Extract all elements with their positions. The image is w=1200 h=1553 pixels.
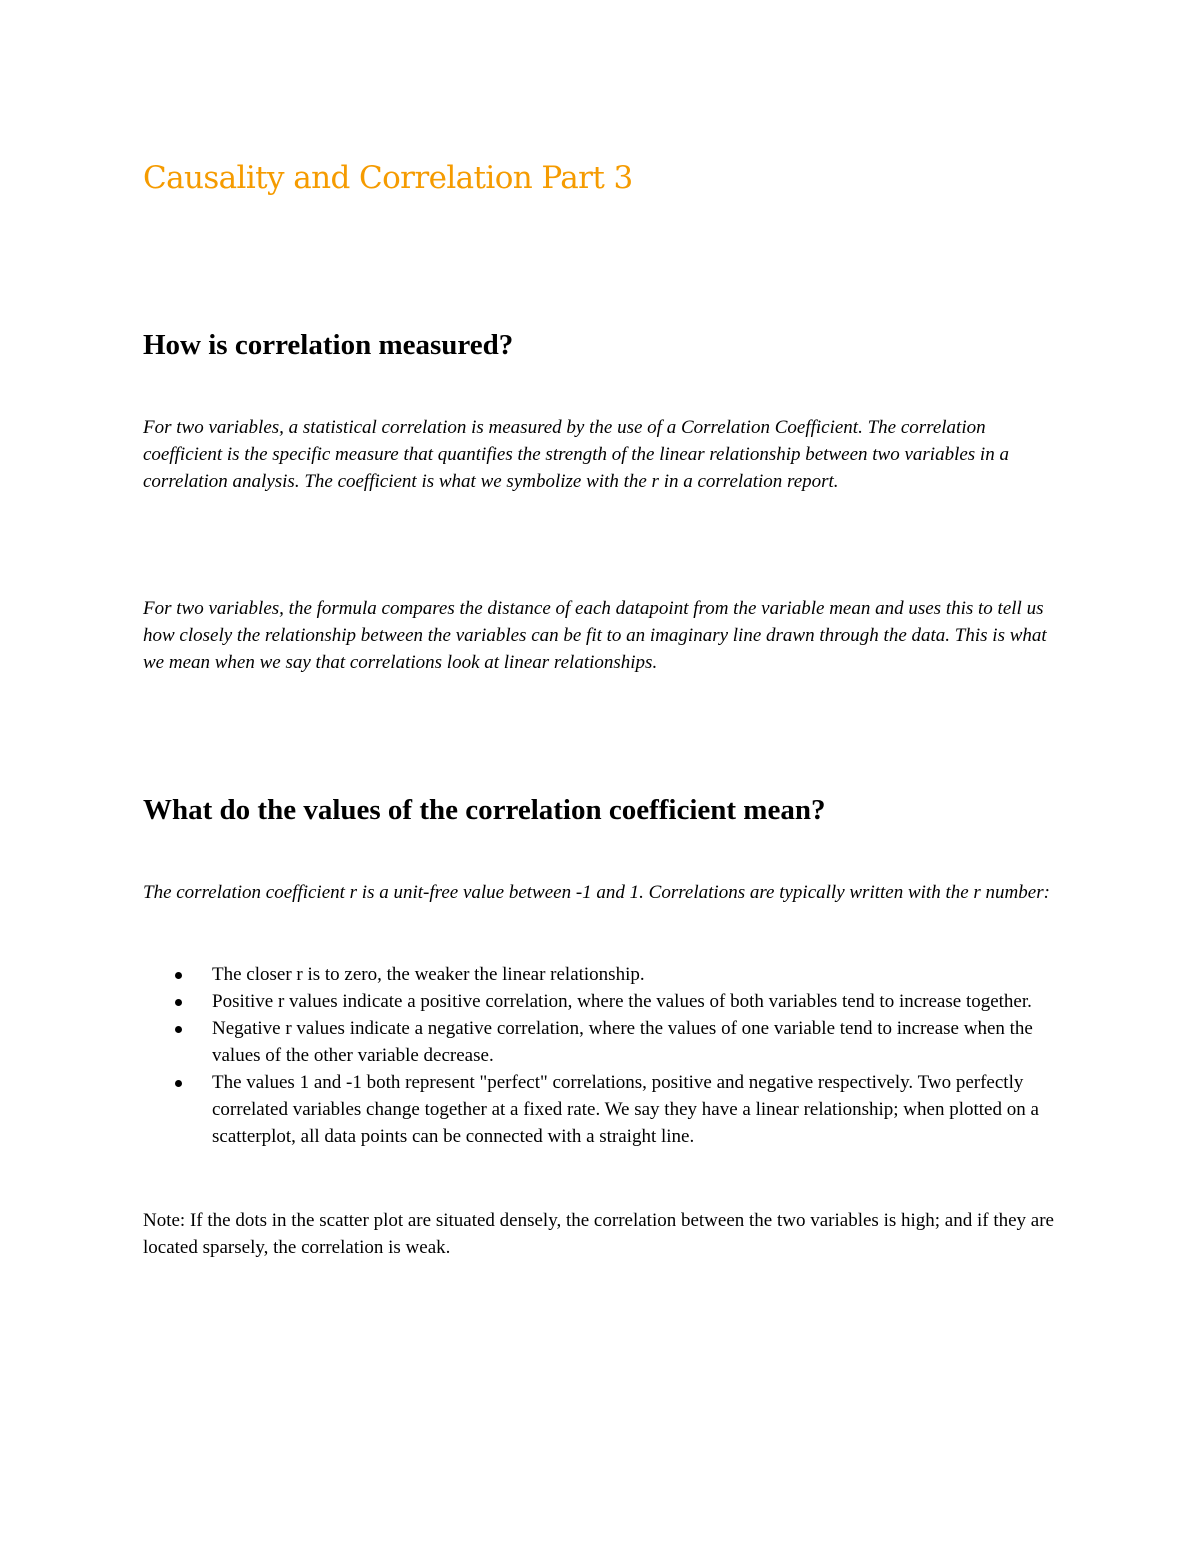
list-item-text: The values 1 and -1 both represent "perfect" correlations, positive and negative respectively. Two perfectly correlated variables change together at a fixed rate. We say they have a linear relationship; when plotted on a scatterplot, all data points can be connected with a straight line.	[212, 1072, 1039, 1147]
bullet-icon	[175, 1080, 182, 1087]
document-title: Causality and Correlation Part 3	[143, 160, 633, 196]
bullet-icon	[175, 1026, 182, 1033]
section-heading-values: What do the values of the correlation coefficient mean?	[143, 794, 826, 826]
section-heading-measured: How is correlation measured?	[143, 329, 514, 361]
bullet-icon	[175, 972, 182, 979]
note-paragraph: Note: If the dots in the scatter plot are situated densely, the correlation between the two variables is high; and if they are located sparsely, the correlation is weak.	[143, 1210, 1054, 1258]
list-item-text: Positive r values indicate a positive correlation, where the values of both variables tend to increase together.	[212, 991, 1032, 1012]
values-bullet-list	[143, 961, 1061, 1150]
list-item	[143, 961, 1061, 988]
paragraph-values-intro: The correlation coefficient r is a unit-free value between -1 and 1. Correlations are typically written with the r number:	[143, 882, 1050, 903]
bullet-icon	[175, 999, 182, 1006]
list-item	[143, 1069, 1061, 1150]
list-item	[143, 988, 1061, 1015]
paragraph-formula-explanation: For two variables, the formula compares the distance of each datapoint from the variable mean and uses this to tell us how closely the relationship between the variables can be fit to an imaginary line drawn through the data. This is what we mean when we say that correlations look at linear relationships.	[143, 598, 1047, 673]
list-item	[143, 1015, 1061, 1069]
paragraph-coefficient-definition: For two variables, a statistical correlation is measured by the use of a Correlation Coefficient. The correlation coefficient is the specific measure that quantifies the strength of the linear relationship between two variables in a correlation analysis. The coefficient is what we symbolize with the r in a correlation report.	[143, 417, 1009, 492]
list-item-text: The closer r is to zero, the weaker the linear relationship.	[212, 964, 645, 985]
list-item-text: Negative r values indicate a negative correlation, where the values of one variable tend to increase when the values of the other variable decrease.	[212, 1018, 1033, 1066]
